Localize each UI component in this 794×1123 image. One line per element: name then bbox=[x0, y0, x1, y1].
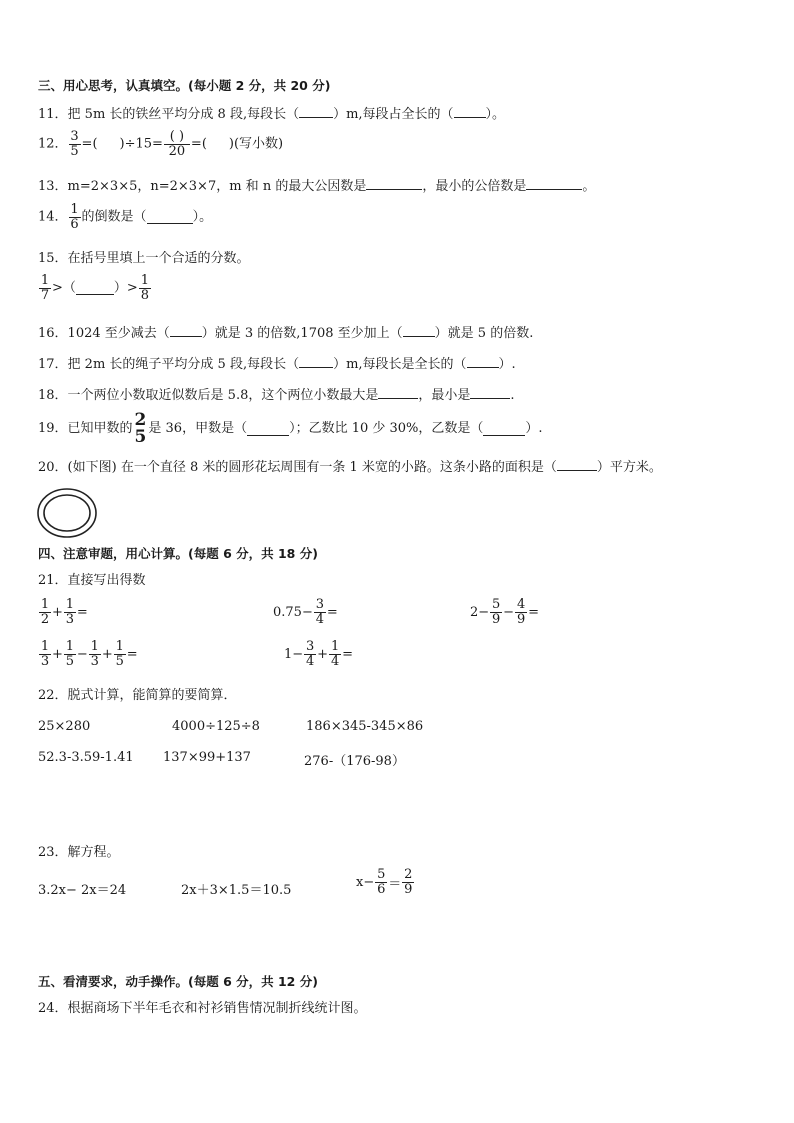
fraction: $\frac{1}{3}$ bbox=[65, 597, 75, 627]
expression-5: 1− $\frac{3}{4}$ + $\frac{1}{4}$ = bbox=[284, 639, 353, 669]
question-19: 19．已知甲数的 2 5 是 36，甲数是（ ）；乙数比 10 少 30%，乙数是（ ）. bbox=[38, 410, 543, 447]
question-18: 18．一个两位小数取近似数后是 5.8，这个两位小数最大是 ，最小是 . bbox=[38, 388, 515, 403]
answer-blank[interactable] bbox=[299, 355, 333, 368]
fraction: $\frac{1}{7}$ bbox=[40, 273, 50, 303]
equation-1: 3.2x− 2x＝24 bbox=[38, 883, 127, 898]
question-23: 23．解方程。 bbox=[38, 845, 120, 860]
section-5-title: 五、看清要求，动手操作。(每题 6 分，共 12 分) bbox=[38, 974, 318, 989]
fraction: $\frac{1}{5}$ bbox=[115, 639, 124, 669]
answer-blank[interactable] bbox=[467, 355, 499, 368]
fraction: $\frac{2}{9}$ bbox=[404, 867, 413, 897]
question-21: 21．直接写出得数 bbox=[38, 573, 146, 588]
expression-2: 0.75− $\frac{3}{4}$ = bbox=[273, 597, 338, 627]
answer-blank[interactable] bbox=[526, 177, 582, 190]
equation-2: 2x＋3×1.5＝10.5 bbox=[181, 883, 292, 898]
answer-blank[interactable] bbox=[470, 386, 510, 399]
fraction: $\frac{1}{4}$ bbox=[330, 639, 340, 669]
fraction: $\frac{1}{8}$ bbox=[140, 273, 149, 303]
question-16: 16．1024 至少减去（ ）就是 3 的倍数,1708 至少加上（ ）就是 5 的倍数. bbox=[38, 326, 534, 341]
question-15: 15．在括号里填上一个合适的分数。 bbox=[38, 251, 250, 266]
question-13: 13．m=2×3×5，n=2×3×7，m 和 n 的最大公因数是 ，最小的公倍数是 。 bbox=[38, 179, 596, 194]
expression-1: $\frac{1}{2}$ + $\frac{1}{3}$ = bbox=[40, 597, 88, 627]
fraction: ( ) 20 bbox=[164, 130, 190, 159]
answer-blank[interactable] bbox=[299, 105, 333, 118]
fraction: $\frac{4}{9}$ bbox=[516, 597, 526, 627]
ring-garden-figure bbox=[36, 487, 98, 539]
question-17: 17．把 2m 长的绳子平均分成 5 段,每段长（ ）m,每段长是全长的（ ）. bbox=[38, 357, 516, 372]
answer-blank[interactable] bbox=[147, 211, 193, 224]
calc-item: 276-（176-98） bbox=[304, 754, 405, 769]
fraction: $\frac{3}{4}$ bbox=[306, 639, 315, 669]
calc-item: 25×280 bbox=[38, 719, 91, 734]
answer-blank[interactable] bbox=[557, 458, 597, 471]
answer-blank[interactable] bbox=[366, 177, 422, 190]
fraction: 2 5 bbox=[134, 410, 147, 447]
section-3-title: 三、用心思考，认真填空。(每小题 2 分，共 20 分) bbox=[38, 78, 331, 93]
fraction: $\frac{1}{3}$ bbox=[90, 639, 99, 669]
question-15-comparison: $\frac{1}{7}$ >（ ）> $\frac{1}{8}$ bbox=[40, 273, 149, 303]
calc-item: 52.3-3.59-1.41 bbox=[38, 750, 134, 765]
answer-blank[interactable] bbox=[247, 423, 289, 436]
expression-4: $\frac{1}{3}$ + $\frac{1}{5}$ − $\frac{1}{3}$ + $\frac{1}{5}$ = bbox=[40, 639, 138, 669]
answer-blank[interactable] bbox=[378, 386, 418, 399]
question-22: 22．脱式计算，能简算的要简算． bbox=[38, 688, 237, 703]
calc-item: 4000÷125÷8 bbox=[172, 719, 260, 734]
outer-circle bbox=[38, 489, 96, 537]
equation-3: x− $\frac{5}{6}$ ＝ $\frac{2}{9}$ bbox=[356, 867, 413, 897]
fraction: $\frac{1}{3}$ bbox=[40, 639, 50, 669]
question-14: 14． $\frac{1}{6}$ 的倒数是（ ）。 bbox=[38, 202, 213, 232]
question-24: 24．根据商场下半年毛衣和衬衫销售情况制折线统计图。 bbox=[38, 1001, 367, 1016]
answer-blank[interactable] bbox=[454, 105, 486, 118]
fraction: $\frac{5}{9}$ bbox=[492, 597, 501, 627]
answer-blank[interactable] bbox=[403, 324, 435, 337]
fraction: $\frac{1}{6}$ bbox=[70, 202, 79, 232]
fraction: $\frac{1}{2}$ bbox=[40, 597, 50, 627]
expression-3: 2− $\frac{5}{9}$ − $\frac{4}{9}$ = bbox=[470, 597, 539, 627]
answer-blank[interactable] bbox=[170, 324, 202, 337]
fraction: $\frac{5}{6}$ bbox=[377, 867, 386, 897]
fraction: $\frac{1}{5}$ bbox=[65, 639, 75, 669]
question-12: 12． $\frac{3}{5}$ =( )÷15= ( ) 20 =( )(写小数) bbox=[38, 129, 284, 159]
answer-blank[interactable] bbox=[76, 282, 114, 295]
inner-circle bbox=[44, 495, 90, 531]
fraction: $\frac{3}{4}$ bbox=[315, 597, 324, 627]
section-4-title: 四、注意审题，用心计算。(每题 6 分，共 18 分) bbox=[38, 546, 318, 561]
answer-blank[interactable] bbox=[483, 423, 525, 436]
calc-item: 137×99+137 bbox=[163, 750, 251, 765]
fraction: $\frac{3}{5}$ bbox=[70, 129, 79, 159]
calc-item: 186×345-345×86 bbox=[306, 719, 424, 734]
question-20: 20．(如下图) 在一个直径 8 米的圆形花坛周围有一条 1 米宽的小路。这条小路的面积是（ ）平方米。 bbox=[38, 460, 662, 475]
question-11: 11．把 5m 长的铁丝平均分成 8 段,每段长（ ）m,每段占全长的（ ）。 bbox=[38, 107, 506, 122]
